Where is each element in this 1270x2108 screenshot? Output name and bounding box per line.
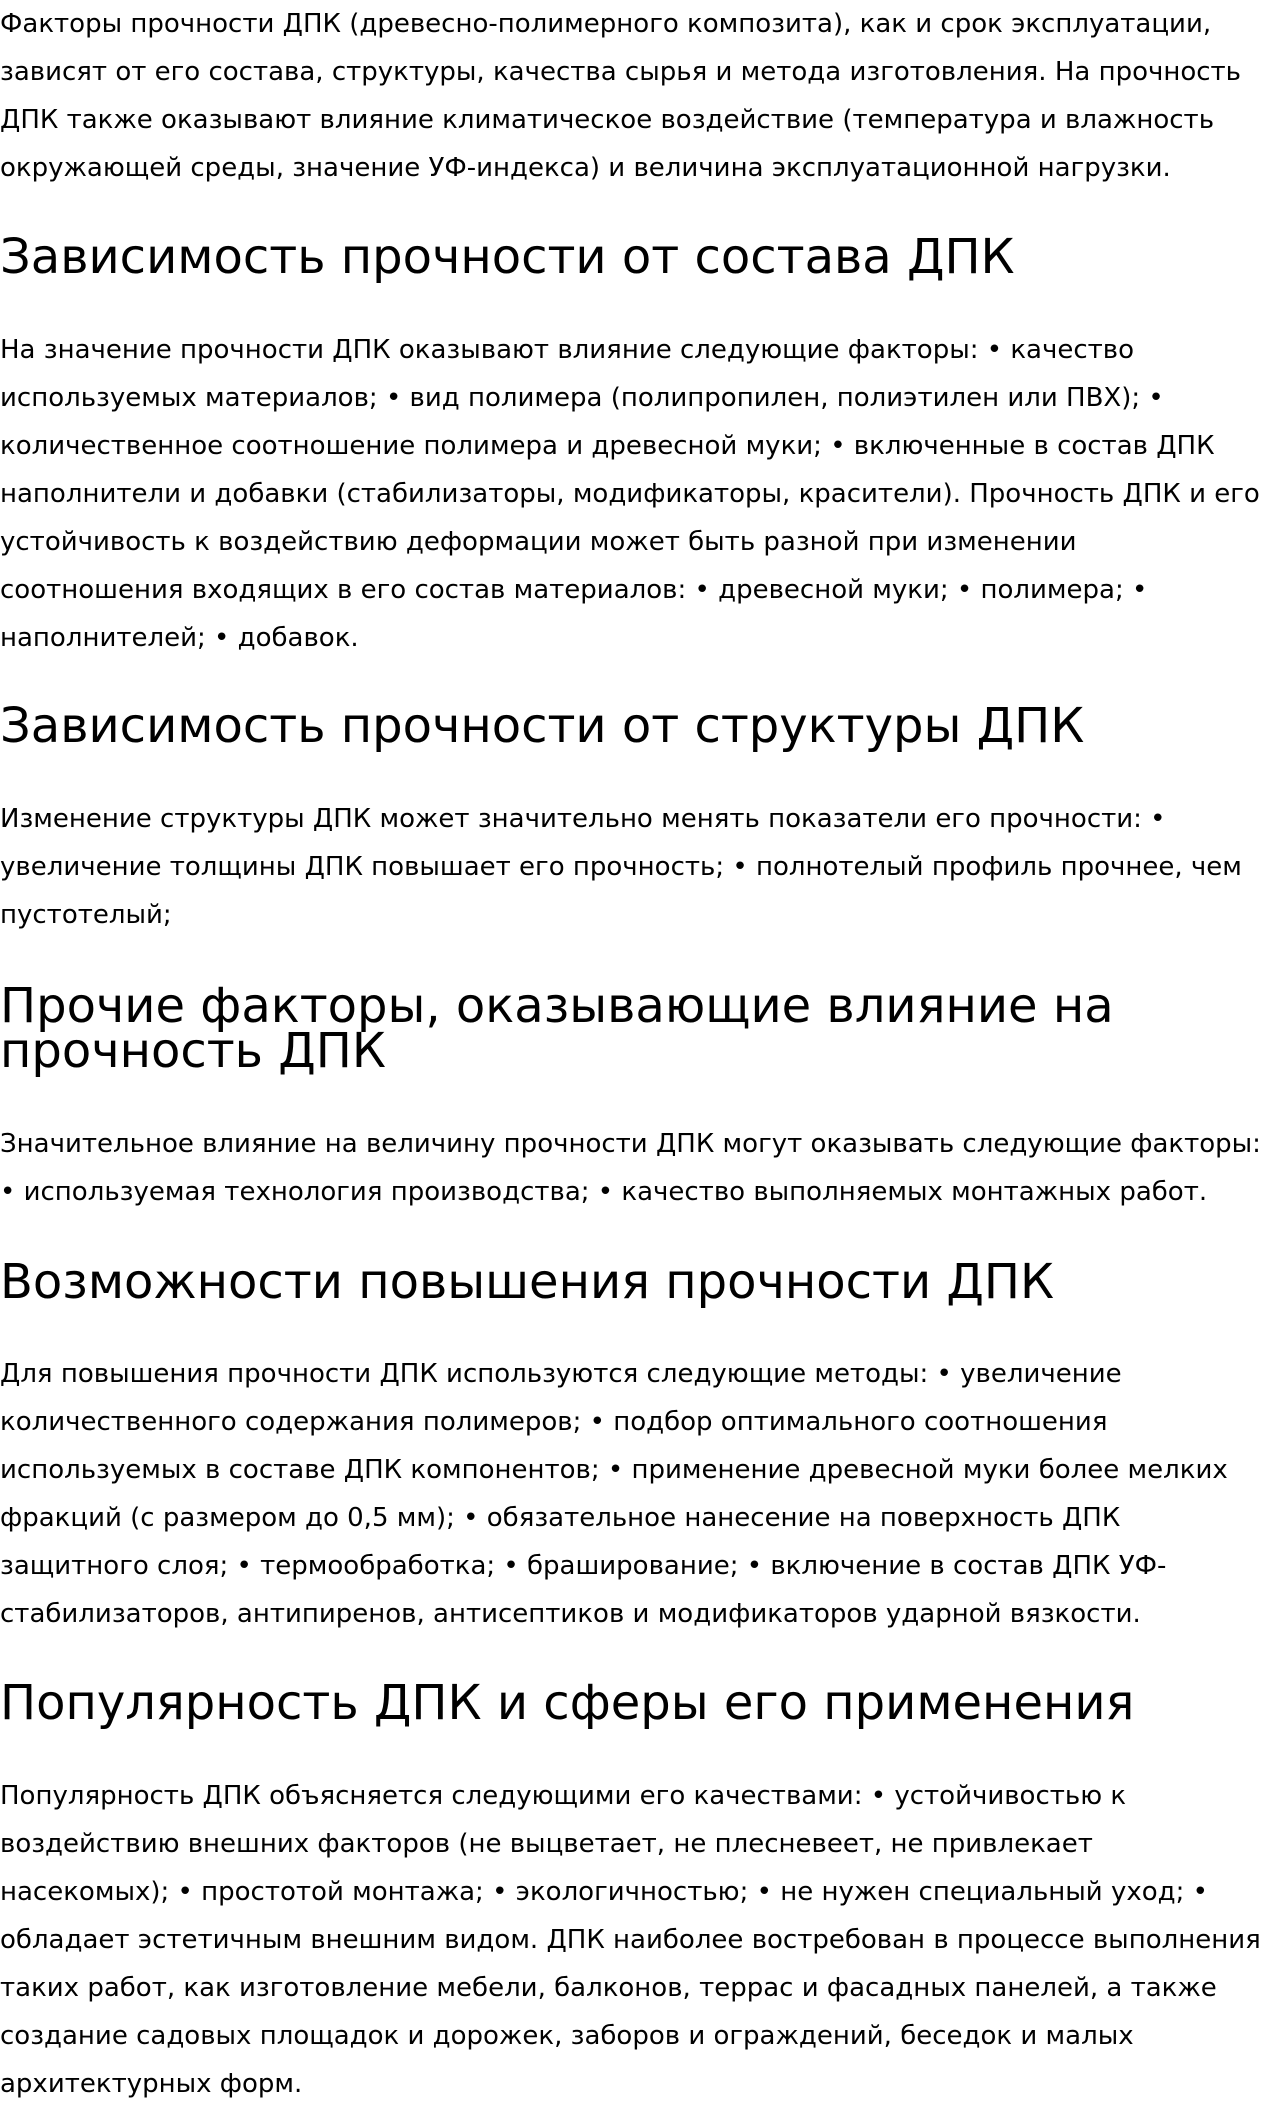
section-text-structure: Изменение структуры ДПК может значительно менять показатели его прочности: • увеличение толщины ДПК повышает его прочность; • полнотелый профиль прочнее, чем пустотелый; (0, 804, 1242, 930)
section-text-composition: На значение прочности ДПК оказывают влияние следующие факторы: • качество используемых материалов; • вид полимера (полипропилен, полиэтилен или ПВХ); • количественное соотношение полимера и древесной муки; • включенные в состав ДПК наполнители и добавки (стабилизаторы, модификаторы, красители). Прочность ДПК и его устойчивость к воздействию деформации может быть разной при изменении соотношения входящих в его состав материалов: • древесной муки; • полимера; • наполнителей; • добавок. (0, 335, 1260, 653)
section-heading-composition: Зависимость прочности от состава ДПК (0, 229, 1015, 285)
section-heading-structure: Зависимость прочности от структуры ДПК (0, 698, 1085, 754)
section-heading-popularity: Популярность ДПК и сферы его применения (0, 1675, 1135, 1731)
section-text-popularity: Популярность ДПК объясняется следующими его качествами: • устойчивостью к воздействию внешних факторов (не выцветает, не плесневеет, не привлекает насекомых); • простотой монтажа; • экологичностью; • не нужен специальный уход; • обладает эстетичным внешним видом. ДПК наиболее востребован в процессе выполнения таких работ, как изготовление мебели, балконов, террас и фасадных панелей, а также создание садовых площадок и дорожек, заборов и ограждений, беседок и малых архитектурных форм. (0, 1781, 1261, 2099)
intro-paragraph: Факторы прочности ДПК (древесно-полимерного композита), как и срок эксплуатации, зависят от его состава, структуры, качества сырья и метода изготовления. На прочность ДПК также оказывают влияние климатическое воздействие (температура и влажность окружающей среды, значение УФ-индекса) и величина эксплуатационной нагрузки. (0, 9, 1242, 183)
section-heading-improvement: Возможности повышения прочности ДПК (0, 1254, 1055, 1310)
section-text-improvement: Для повышения прочности ДПК используются следующие методы: • увеличение количественного содержания полимеров; • подбор оптимального соотношения используемых в составе ДПК компонентов; • применение древесной муки более мелких фракций (с размером до 0,5 мм); • обязательное нанесение на поверхность ДПК защитного слоя; • термообработка; • браширование; • включение в состав ДПК УФ-стабилизаторов, антипиренов, антисептиков и модификаторов ударной вязкости. (0, 1359, 1228, 1629)
section-text-other-factors: Значительное влияние на величину прочности ДПК могут оказывать следующие факторы: • используемая технология производства; • качество выполняемых монтажных работ. (0, 1129, 1261, 1207)
section-heading-other-factors: Прочие факторы, оказывающие влияние на прочность ДПК (0, 978, 1114, 1079)
